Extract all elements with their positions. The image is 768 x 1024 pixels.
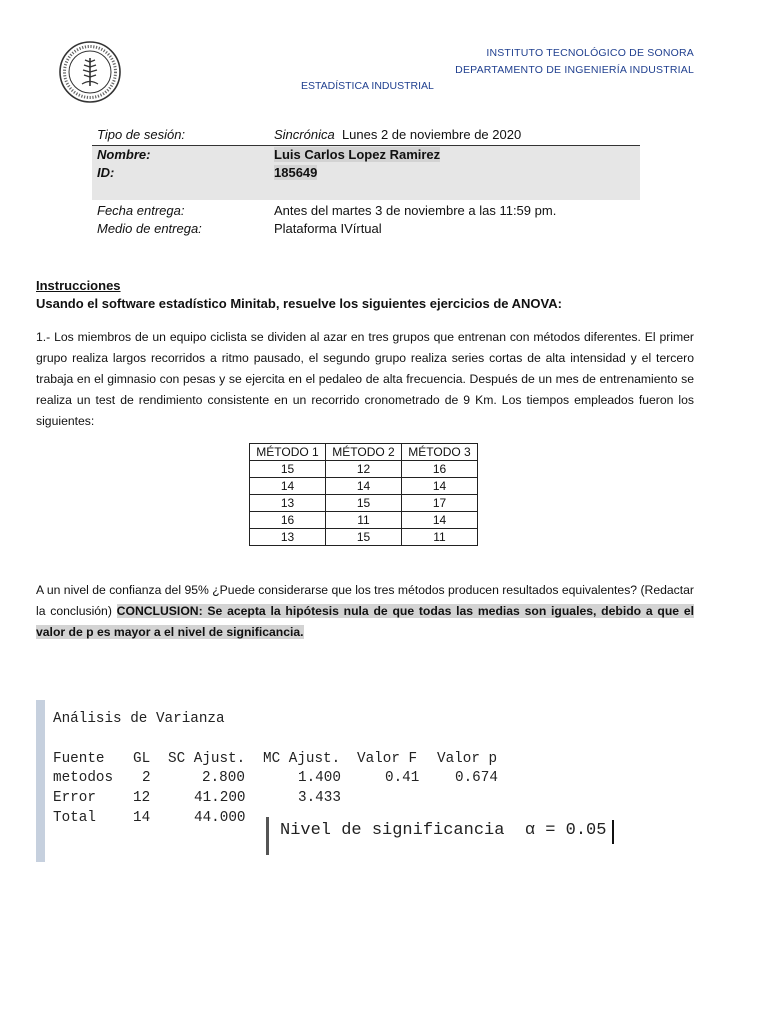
table-row	[250, 512, 478, 529]
text-cursor	[612, 820, 614, 844]
medium-value: Plataforma IVírtual	[274, 221, 382, 236]
table-cell: 14	[250, 478, 326, 495]
table-header-cell: MÉTODO 2	[326, 444, 402, 461]
question-paragraph	[36, 580, 694, 643]
name-value: Luis Carlos Lopez Ramirez	[274, 147, 441, 162]
methods-table	[249, 443, 478, 546]
table-cell: 11	[326, 512, 402, 529]
anova-cell: 1.400	[298, 770, 341, 786]
anova-header: MC Ajust.	[263, 751, 341, 767]
anova-cell: 41.200	[194, 790, 246, 806]
anova-header: GL	[133, 751, 151, 767]
anova-header: Valor p	[437, 751, 498, 767]
table-cell: 14	[402, 512, 478, 529]
table-cell: 17	[402, 495, 478, 512]
subject-name: ESTADÍSTICA INDUSTRIAL	[301, 80, 434, 92]
anova-cell: Total	[53, 810, 96, 826]
table-header-row	[250, 444, 478, 461]
session-type: Sincrónica	[274, 127, 335, 142]
anova-cell: 12	[133, 790, 151, 806]
table-cell: 15	[250, 461, 326, 478]
table-row	[250, 529, 478, 546]
instructions-subtitle: Usando el software estadístico Minitab, resuelve los siguientes ejercicios de ANOVA:	[36, 296, 562, 311]
id-label: ID:	[97, 165, 115, 180]
instructions-title: Instrucciones	[36, 278, 121, 293]
anova-cell: 3.433	[298, 790, 341, 806]
department-name: DEPARTAMENTO DE INGENIERÍA INDUSTRIAL	[455, 64, 694, 76]
table-cell: 11	[402, 529, 478, 546]
conclusion-text: CONCLUSION: Se acepta la hipótesis nula de que todas las medias son iguales, debido a que el valor de p es mayor a el nivel de significancia.	[36, 604, 694, 639]
table-row	[250, 495, 478, 512]
anova-cell: 44.000	[194, 810, 246, 826]
due-value: Antes del martes 3 de noviembre a las 11:59 pm.	[274, 203, 557, 218]
session-label: Tipo de sesión:	[97, 127, 186, 142]
table-row	[250, 461, 478, 478]
anova-cell: 0.674	[455, 770, 498, 786]
table-header-cell: MÉTODO 3	[402, 444, 478, 461]
table-cell: 15	[326, 529, 402, 546]
info-divider	[92, 145, 640, 146]
table-row	[250, 478, 478, 495]
university-seal-icon	[58, 40, 122, 104]
id-value: 185649	[274, 165, 318, 180]
anova-title: Análisis de Varianza	[53, 711, 225, 727]
session-date: Lunes 2 de noviembre de 2020	[341, 127, 522, 142]
table-cell: 16	[402, 461, 478, 478]
table-cell: 14	[326, 478, 402, 495]
table-cell: 12	[326, 461, 402, 478]
anova-cell: 2	[142, 770, 151, 786]
table-cell: 15	[326, 495, 402, 512]
anova-header: Valor F	[357, 751, 418, 767]
table-cell: 14	[402, 478, 478, 495]
anova-cell: 2.800	[202, 770, 245, 786]
medium-label: Medio de entrega:	[97, 221, 202, 236]
name-label: Nombre:	[97, 147, 151, 162]
institution-name: INSTITUTO TECNOLÓGICO DE SONORA	[486, 47, 694, 59]
significance-text: Nivel de significancia α = 0.05	[280, 821, 607, 840]
problem-text: 1.- Los miembros de un equipo ciclista se dividen al azar en tres grupos que entrenan con métodos diferentes. El primer grupo realiza largos recorridos a ritmo pausado, el segundo grupo realiza series cortas de alta intensidad y el tercero trabaja en el gimnasio con pesas y se ejercita en el pedaleo de alta frecuencia. Después de un mes de entrenamiento se realiza un test de rendimiento consistente en un recorrido cronometrado de 9 Km. Los tiempos empleados fueron los siguientes:	[36, 330, 694, 428]
table-header-cell: MÉTODO 1	[250, 444, 326, 461]
table-cell: 13	[250, 495, 326, 512]
significance-bar	[266, 817, 269, 855]
table-cell: 16	[250, 512, 326, 529]
anova-cell: Error	[53, 790, 96, 806]
table-cell: 13	[250, 529, 326, 546]
question-text: A un nivel de confianza del 95% ¿Puede considerarse que los tres métodos producen resultados equivalentes? (Redactar la conclusión)	[36, 583, 694, 618]
due-label: Fecha entrega:	[97, 203, 185, 218]
session-value	[274, 127, 521, 142]
minitab-output-bar	[36, 700, 45, 862]
anova-cell: 0.41	[385, 770, 420, 786]
anova-cell: 14	[133, 810, 151, 826]
anova-header: Fuente	[53, 751, 105, 767]
anova-cell: metodos	[53, 770, 114, 786]
anova-header: SC Ajust.	[168, 751, 246, 767]
